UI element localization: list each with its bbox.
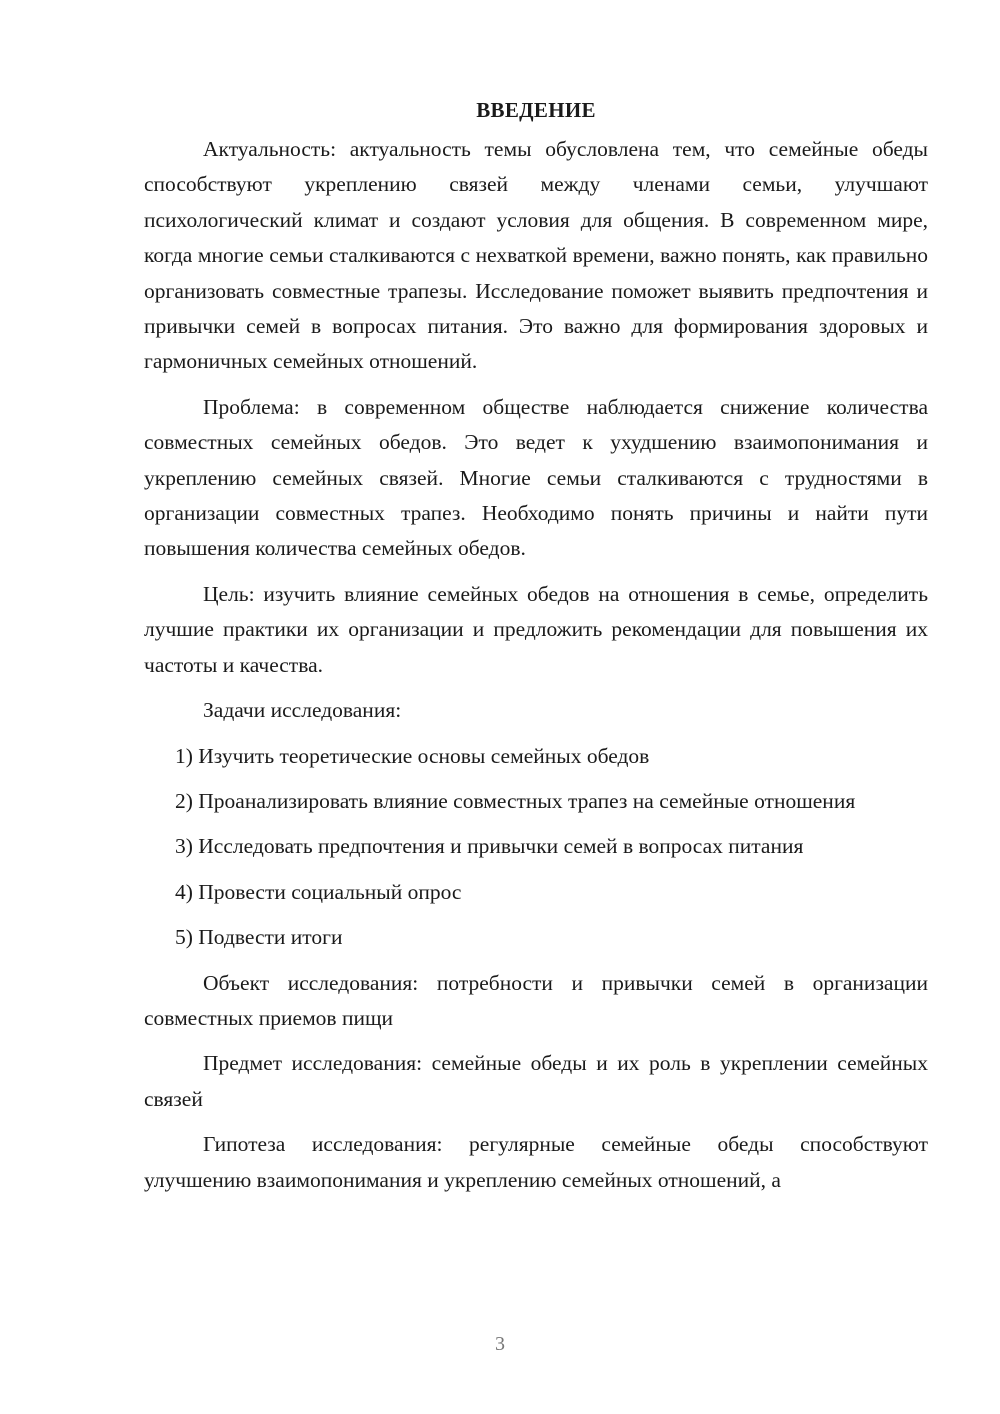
- task-item: 4) Провести социальный опрос: [175, 879, 462, 904]
- problem-paragraph: Проблема: в современном обществе наблюдается снижение количества совместных семейных обедов. Это ведет к ухудшению взаимопонимания и укреплению семейных связей. Многие семьи сталкиваются с трудностями в организации совместных трапез. Необходимо понять причины и найти пути повышения количества семейных обедов.: [144, 394, 928, 561]
- task-item: 5) Подвести итоги: [175, 925, 343, 950]
- subject-paragraph: Предмет исследования: семейные обеды и их роль в укреплении семейных связей: [144, 1051, 928, 1111]
- object-paragraph: Объект исследования: потребности и привычки семей в организации совместных приемов пищи: [144, 970, 928, 1030]
- tasks-heading: Задачи исследования:: [203, 698, 402, 723]
- goal-paragraph: Цель: изучить влияние семейных обедов на отношения в семье, определить лучшие практики их организации и предложить рекомендации для повышения их частоты и качества.: [144, 581, 928, 677]
- task-item: 1) Изучить теоретические основы семейных обедов: [175, 743, 650, 768]
- document-page: [144, 92, 928, 1208]
- task-item: 3) Исследовать предпочтения и привычки семей в вопросах питания: [175, 834, 804, 859]
- task-item: 2) Проанализировать влияние совместных трапез на семейные отношения: [175, 788, 856, 813]
- section-title: ВВЕДЕНИЕ: [476, 98, 596, 122]
- relevance-paragraph: Актуальность: актуальность темы обусловлена тем, что семейные обеды способствуют укреплению связей между членами семьи, улучшают психологический климат и создают условия для общения. В современном мире, когда многие семьи сталкиваются с нехваткой времени, важно понять, как правильно организовать совместные трапезы. Исследование поможет выявить предпочтения и привычки семей в вопросах питания. Это важно для формирования здоровых и гармоничных семейных отношений.: [144, 137, 928, 374]
- hypothesis-paragraph: Гипотеза исследования: регулярные семейные обеды способствуют улучшению взаимопонимания и укреплению семейных отношений, а: [144, 1132, 928, 1192]
- page-number: 3: [495, 1333, 505, 1355]
